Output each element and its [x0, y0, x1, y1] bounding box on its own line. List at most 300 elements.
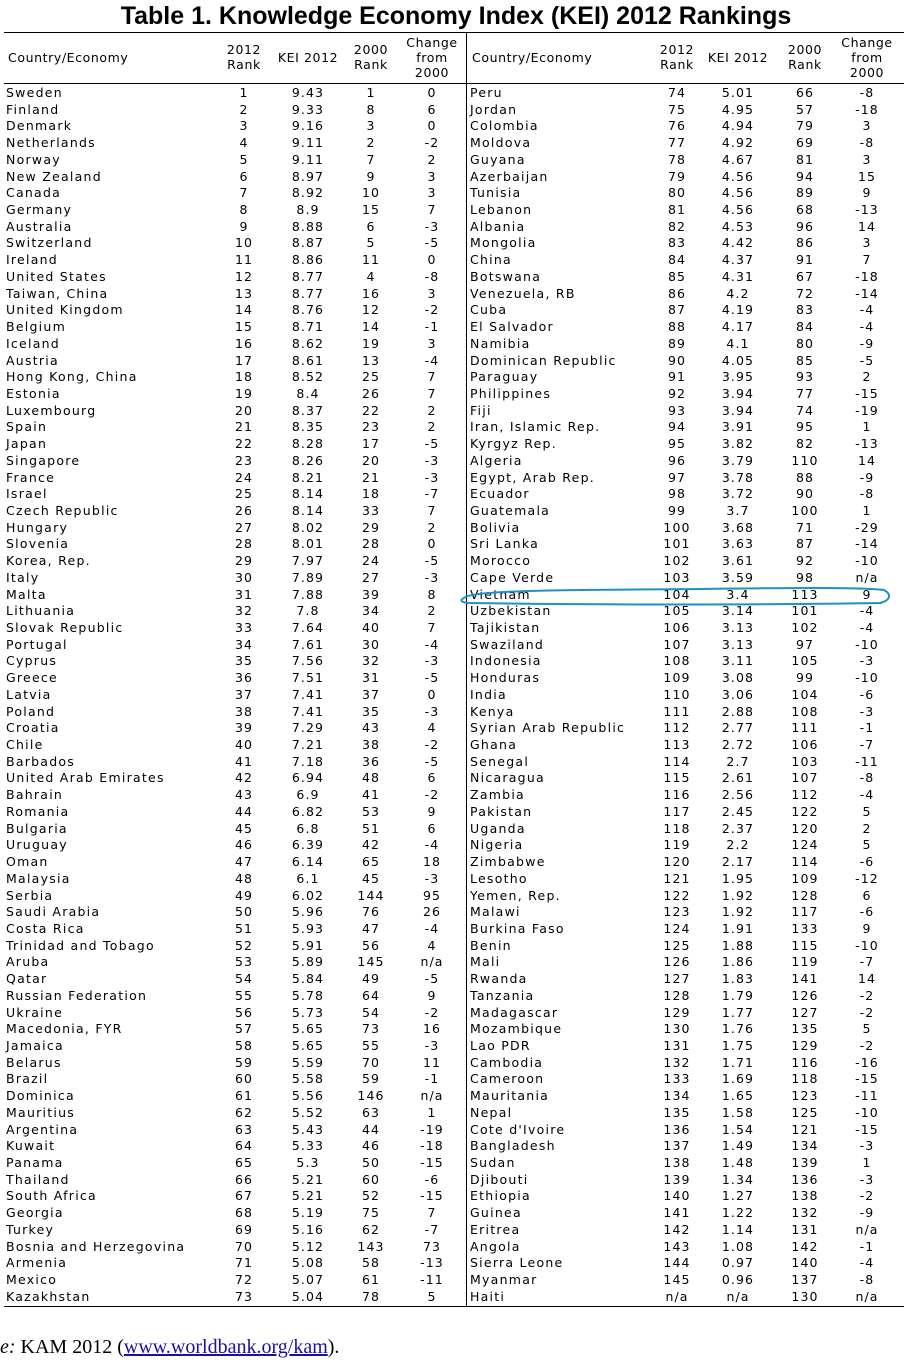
table-row [468, 888, 904, 905]
cell-kei-2012: 5.96 [291, 904, 325, 920]
cell-rank-2000: 14 [361, 319, 381, 335]
cell-rank-2000: 103 [791, 753, 819, 769]
cell-kei-2012: 2.88 [721, 703, 755, 719]
cell-kei-2012: n/a [726, 1288, 750, 1304]
cell-country: Aruba [6, 954, 50, 970]
source-link[interactable]: www.worldbank.org/kam [123, 1336, 328, 1358]
table-row [468, 854, 904, 871]
table-row [4, 570, 464, 587]
cell-change: -5 [424, 753, 440, 769]
table-row [468, 754, 904, 771]
cell-change: -5 [424, 670, 440, 686]
cell-change: -1 [859, 1238, 875, 1254]
cell-change: -15 [420, 1188, 444, 1204]
table-row [4, 102, 464, 119]
table-row [4, 336, 464, 353]
cell-rank-2000: 34 [361, 603, 381, 619]
table-row [4, 1105, 464, 1122]
cell-rank-2012: 65 [234, 1155, 254, 1170]
cell-rank-2000: 139 [791, 1155, 819, 1170]
cell-kei-2012: 6.9 [296, 787, 320, 803]
cell-country: Belarus [6, 1054, 62, 1070]
cell-rank-2012: 9 [239, 218, 249, 234]
cell-rank-2012: 113 [663, 737, 691, 753]
cell-rank-2000: 59 [361, 1071, 381, 1087]
cell-rank-2000: 37 [361, 686, 381, 702]
cell-change: -15 [420, 1155, 444, 1170]
cell-country: Hungary [6, 519, 69, 535]
cell-kei-2012: 5.52 [291, 1104, 325, 1120]
cell-kei-2012: 6.14 [291, 854, 325, 870]
table-row [4, 286, 464, 303]
cell-rank-2012: 27 [234, 519, 254, 535]
table-row [468, 302, 904, 319]
cell-rank-2000: 85 [795, 352, 815, 368]
table-row [468, 720, 904, 737]
table-row [468, 1055, 904, 1072]
cell-rank-2000: 116 [791, 1054, 819, 1070]
cell-country: Cambodia [470, 1054, 544, 1070]
cell-change: 0 [427, 118, 437, 134]
cell-country: Netherlands [6, 135, 96, 151]
cell-rank-2000: 133 [791, 920, 819, 936]
cell-country: Benin [470, 937, 512, 953]
table-row [4, 704, 464, 721]
table-row [468, 470, 904, 487]
table-row [4, 670, 464, 687]
cell-rank-2012: 7 [239, 185, 249, 201]
cell-country: Dominican Republic [470, 352, 617, 368]
cell-country: Luxembourg [6, 402, 97, 418]
cell-country: Slovenia [6, 536, 70, 552]
cell-country: Kazakhstan [6, 1288, 91, 1304]
cell-kei-2012: 1.92 [721, 887, 755, 903]
cell-rank-2012: 23 [234, 452, 254, 468]
cell-kei-2012: 4.56 [721, 168, 755, 184]
cell-rank-2012: 99 [667, 502, 687, 518]
cell-rank-2000: 61 [361, 1272, 381, 1288]
table-row [4, 737, 464, 754]
cell-country: Macedonia, FYR [6, 1021, 123, 1037]
cell-rank-2000: 70 [361, 1054, 381, 1070]
table-row [4, 470, 464, 487]
cell-kei-2012: 1.58 [721, 1104, 755, 1120]
table-row [468, 704, 904, 721]
cell-kei-2012: 9.16 [291, 118, 325, 134]
table-row [468, 169, 904, 186]
cell-change: -8 [859, 770, 875, 786]
header-kei-2012: KEI 2012 [277, 49, 339, 65]
cell-country: Panama [6, 1155, 64, 1170]
cell-rank-2000: 90 [795, 486, 815, 502]
cell-change: 7 [427, 369, 437, 385]
cell-rank-2000: 9 [366, 168, 376, 184]
cell-rank-2000: 3 [366, 118, 376, 134]
cell-rank-2000: 69 [795, 135, 815, 151]
cell-rank-2012: 18 [234, 369, 254, 385]
cell-country: United States [6, 268, 107, 284]
cell-country: Fiji [470, 402, 492, 418]
cell-country: Venezuela, RB [470, 285, 576, 301]
cell-country: Tunisia [470, 185, 522, 201]
cell-kei-2012: 1.79 [721, 987, 755, 1003]
cell-rank-2012: 79 [667, 168, 687, 184]
cell-kei-2012: 8.61 [291, 352, 325, 368]
cell-country: Latvia [6, 686, 52, 702]
cell-rank-2000: 22 [361, 402, 381, 418]
cell-rank-2000: 74 [795, 402, 815, 418]
cell-kei-2012: 1.88 [721, 937, 755, 953]
cell-change: -3 [424, 653, 440, 669]
cell-change: -12 [855, 870, 879, 886]
cell-rank-2012: 17 [234, 352, 254, 368]
cell-rank-2012: 87 [667, 302, 687, 318]
cell-kei-2012: 8.37 [291, 402, 325, 418]
cell-kei-2012: 0.97 [721, 1255, 755, 1271]
cell-kei-2012: 2.37 [721, 820, 755, 836]
table-row [4, 135, 464, 152]
cell-rank-2012: 136 [663, 1121, 691, 1137]
cell-rank-2000: 79 [795, 118, 815, 134]
cell-kei-2012: 5.84 [291, 971, 325, 987]
cell-kei-2012: 7.18 [291, 753, 325, 769]
cell-country: Romania [6, 803, 70, 819]
table-row [468, 1105, 904, 1122]
cell-rank-2000: 94 [795, 168, 815, 184]
cell-rank-2000: 53 [361, 803, 381, 819]
cell-rank-2012: 112 [663, 720, 691, 736]
cell-rank-2012: 74 [667, 85, 687, 100]
cell-kei-2012: 8.77 [291, 285, 325, 301]
cell-change: -8 [859, 135, 875, 151]
cell-change: -4 [859, 603, 875, 619]
table-row [4, 453, 464, 470]
cell-kei-2012: 8.28 [291, 436, 325, 452]
cell-country: Cyprus [6, 653, 58, 669]
cell-rank-2000: 26 [361, 385, 381, 401]
cell-kei-2012: 4.31 [721, 268, 755, 284]
cell-kei-2012: 1.14 [721, 1221, 755, 1237]
cell-rank-2012: 75 [667, 101, 687, 117]
cell-rank-2012: 42 [234, 770, 254, 786]
table-row [468, 520, 904, 537]
cell-rank-2000: 146 [357, 1088, 385, 1104]
cell-rank-2012: 35 [234, 653, 254, 669]
cell-rank-2000: 52 [361, 1188, 381, 1204]
cell-kei-2012: 4.19 [721, 302, 755, 318]
cell-kei-2012: 2.2 [726, 837, 750, 853]
cell-change: -1 [424, 1071, 440, 1087]
cell-change: 14 [857, 452, 877, 468]
cell-rank-2000: 42 [361, 837, 381, 853]
table-row [4, 252, 464, 269]
cell-change: 5 [427, 1288, 437, 1304]
cell-country: Peru [470, 85, 503, 100]
cell-rank-2000: 144 [357, 887, 385, 903]
cell-kei-2012: 5.73 [291, 1004, 325, 1020]
page-title: Table 1. Knowledge Economy Index (KEI) 2012 Rankings [120, 2, 792, 30]
table-row [468, 687, 904, 704]
cell-change: -2 [424, 135, 440, 151]
cell-country: Philippines [470, 385, 552, 401]
cell-rank-2000: 95 [795, 419, 815, 435]
cell-rank-2012: 69 [234, 1221, 254, 1237]
cell-country: Ukraine [6, 1004, 64, 1020]
cell-country: Thailand [6, 1171, 70, 1187]
cell-change: -3 [859, 1171, 875, 1187]
cell-change: -3 [859, 703, 875, 719]
cell-kei-2012: 7.88 [291, 586, 325, 602]
cell-rank-2012: 59 [234, 1054, 254, 1070]
cell-country: Lesotho [470, 870, 528, 886]
cell-kei-2012: 7.51 [291, 670, 325, 686]
cell-change: -8 [424, 268, 440, 284]
cell-kei-2012: 8.9 [296, 202, 320, 218]
cell-rank-2012: 85 [667, 268, 687, 284]
cell-kei-2012: 8.76 [291, 302, 325, 318]
table-row [4, 854, 464, 871]
cell-country: Poland [6, 703, 56, 719]
cell-rank-2000: 129 [791, 1037, 819, 1053]
cell-rank-2012: 32 [234, 603, 254, 619]
cell-change: -15 [855, 1121, 879, 1137]
cell-rank-2012: 37 [234, 686, 254, 702]
header-2012-rank: 2012 Rank [659, 42, 695, 72]
cell-country: Ethiopia [470, 1188, 531, 1204]
cell-change: -11 [420, 1272, 444, 1288]
table-row [4, 971, 464, 988]
cell-country: Tajikistan [470, 620, 541, 635]
cell-rank-2012: 133 [663, 1071, 691, 1087]
cell-change: 6 [427, 101, 437, 117]
cell-rank-2000: 127 [791, 1004, 819, 1020]
cell-rank-2012: 72 [234, 1272, 254, 1288]
cell-country: Swaziland [470, 636, 545, 652]
cell-rank-2000: 113 [791, 586, 819, 602]
cell-rank-2000: 107 [791, 770, 819, 786]
cell-rank-2000: 106 [791, 737, 819, 753]
table-row [4, 687, 464, 704]
cell-change: 9 [862, 185, 872, 201]
header-2000-rank: 2000 Rank [787, 42, 823, 72]
cell-change: 3 [427, 168, 437, 184]
table-row [4, 888, 464, 905]
cell-rank-2012: 45 [234, 820, 254, 836]
cell-country: Canada [6, 185, 62, 201]
table-row [468, 954, 904, 971]
cell-rank-2000: 77 [795, 385, 815, 401]
cell-country: Spain [6, 419, 48, 435]
cell-rank-2000: 84 [795, 319, 815, 335]
cell-rank-2000: 15 [361, 202, 381, 218]
table-row [468, 85, 904, 102]
cell-country: Ghana [470, 737, 518, 753]
table-row [468, 787, 904, 804]
cell-rank-2012: 55 [234, 987, 254, 1003]
cell-rank-2012: 46 [234, 837, 254, 853]
cell-rank-2000: 138 [791, 1188, 819, 1204]
cell-kei-2012: 5.21 [291, 1171, 325, 1187]
cell-change: -3 [424, 870, 440, 886]
cell-rank-2000: 58 [361, 1255, 381, 1271]
cell-rank-2000: 140 [791, 1255, 819, 1271]
cell-rank-2012: 14 [234, 302, 254, 318]
cell-country: Bangladesh [470, 1138, 556, 1154]
cell-kei-2012: 1.92 [721, 904, 755, 920]
table-row [468, 988, 904, 1005]
cell-rank-2000: 88 [795, 469, 815, 485]
cell-rank-2000: 110 [791, 452, 819, 468]
cell-rank-2012: 62 [234, 1104, 254, 1120]
cell-change: -6 [859, 686, 875, 702]
cell-change: 9 [427, 987, 437, 1003]
cell-rank-2000: 8 [366, 101, 376, 117]
table-row [4, 938, 464, 955]
cell-rank-2012: 56 [234, 1004, 254, 1020]
cell-change: n/a [420, 1088, 444, 1104]
cell-change: 14 [857, 971, 877, 987]
cell-rank-2000: 71 [795, 519, 815, 535]
cell-rank-2012: 39 [234, 720, 254, 736]
cell-rank-2000: 123 [791, 1088, 819, 1104]
cell-change: -3 [424, 469, 440, 485]
cell-rank-2012: 29 [234, 553, 254, 569]
cell-change: 2 [862, 369, 872, 385]
table-row [468, 971, 904, 988]
cell-rank-2012: 3 [239, 118, 249, 134]
cell-country: Botswana [470, 268, 542, 284]
cell-country: Malawi [470, 904, 521, 920]
cell-kei-2012: 6.82 [291, 803, 325, 819]
cell-kei-2012: 5.43 [291, 1121, 325, 1137]
table-row [4, 302, 464, 319]
cell-rank-2012: 132 [663, 1054, 691, 1070]
cell-kei-2012: 5.33 [291, 1138, 325, 1154]
cell-change: n/a [855, 1288, 879, 1304]
cell-rank-2012: 135 [663, 1104, 691, 1120]
cell-kei-2012: 8.52 [291, 369, 325, 385]
cell-rank-2012: 81 [667, 202, 687, 218]
cell-rank-2012: 139 [663, 1171, 691, 1187]
cell-rank-2012: 88 [667, 319, 687, 335]
cell-country: France [6, 469, 56, 485]
cell-kei-2012: 5.01 [721, 85, 755, 100]
cell-country: Germany [6, 202, 73, 218]
cell-rank-2000: 62 [361, 1221, 381, 1237]
cell-rank-2000: 64 [361, 987, 381, 1003]
cell-kei-2012: 1.54 [721, 1121, 755, 1137]
cell-rank-2012: 106 [663, 620, 691, 635]
cell-country: El Salvador [470, 319, 554, 335]
cell-change: 3 [427, 185, 437, 201]
cell-change: 3 [862, 118, 872, 134]
cell-country: Bosnia and Herzegovina [6, 1238, 186, 1254]
cell-rank-2012: 21 [234, 419, 254, 435]
header-2000-rank: 2000 Rank [353, 42, 389, 72]
table-row [4, 804, 464, 821]
table-row [4, 85, 464, 102]
cell-rank-2000: 60 [361, 1171, 381, 1187]
table-row [4, 637, 464, 654]
cell-rank-2012: 128 [663, 987, 691, 1003]
cell-country: Iran, Islamic Rep. [470, 419, 601, 435]
cell-country: Turkey [6, 1221, 55, 1237]
cell-rank-2000: 83 [795, 302, 815, 318]
cell-country: Syrian Arab Republic [470, 720, 626, 736]
cell-change: 5 [862, 1021, 872, 1037]
cell-country: China [470, 252, 512, 268]
cell-rank-2000: 33 [361, 502, 381, 518]
source-tail: ). [327, 1336, 340, 1358]
cell-kei-2012: 4.56 [721, 185, 755, 201]
cell-kei-2012: 8.14 [291, 502, 325, 518]
cell-rank-2000: 130 [791, 1288, 819, 1304]
table-row [4, 386, 464, 403]
left-table-body [4, 85, 464, 1305]
cell-kei-2012: 8.21 [291, 469, 325, 485]
cell-kei-2012: 8.4 [296, 385, 320, 401]
cell-rank-2012: 51 [234, 920, 254, 936]
table-row [4, 235, 464, 252]
cell-kei-2012: 7.56 [291, 653, 325, 669]
cell-kei-2012: 5.08 [291, 1255, 325, 1271]
cell-rank-2012: 121 [663, 870, 691, 886]
cell-rank-2012: 110 [663, 686, 691, 702]
table-row [4, 770, 464, 787]
table-row [4, 436, 464, 453]
cell-kei-2012: 3.78 [721, 469, 755, 485]
cell-rank-2000: 101 [791, 603, 819, 619]
cell-rank-2000: 28 [361, 536, 381, 552]
cell-rank-2012: 15 [234, 319, 254, 335]
header-2012-rank: 2012 Rank [226, 42, 262, 72]
table-row [4, 118, 464, 135]
cell-rank-2012: 16 [234, 335, 254, 351]
cell-rank-2000: 112 [791, 787, 819, 803]
table-row [468, 152, 904, 169]
cell-rank-2012: 61 [234, 1088, 254, 1104]
cell-rank-2012: 127 [663, 971, 691, 987]
cell-rank-2012: 47 [234, 854, 254, 870]
cell-kei-2012: 4.92 [721, 135, 755, 151]
cell-rank-2000: 141 [791, 971, 819, 987]
cell-rank-2000: 92 [795, 553, 815, 569]
cell-rank-2012: 57 [234, 1021, 254, 1037]
cell-rank-2000: 115 [791, 937, 819, 953]
cell-change: -7 [424, 486, 440, 502]
cell-kei-2012: 8.86 [291, 252, 325, 268]
cell-rank-2012: 43 [234, 787, 254, 803]
cell-kei-2012: 1.27 [721, 1188, 755, 1204]
cell-change: -14 [855, 285, 879, 301]
cell-rank-2012: 142 [663, 1221, 691, 1237]
cell-change: -10 [855, 1104, 879, 1120]
table-row [468, 403, 904, 420]
table-row [4, 1122, 464, 1139]
cell-rank-2000: 80 [795, 335, 815, 351]
cell-rank-2012: 123 [663, 904, 691, 920]
cell-kei-2012: 3.91 [721, 419, 755, 435]
cell-country: Finland [6, 101, 60, 117]
cell-country: Malaysia [6, 870, 71, 886]
cell-change: 73 [422, 1238, 442, 1254]
table-row [468, 386, 904, 403]
cell-country: Azerbaijan [470, 168, 549, 184]
cell-rank-2012: 67 [234, 1188, 254, 1204]
cell-rank-2012: 101 [663, 536, 691, 552]
cell-kei-2012: 1.71 [721, 1054, 755, 1070]
cell-rank-2012: 26 [234, 502, 254, 518]
